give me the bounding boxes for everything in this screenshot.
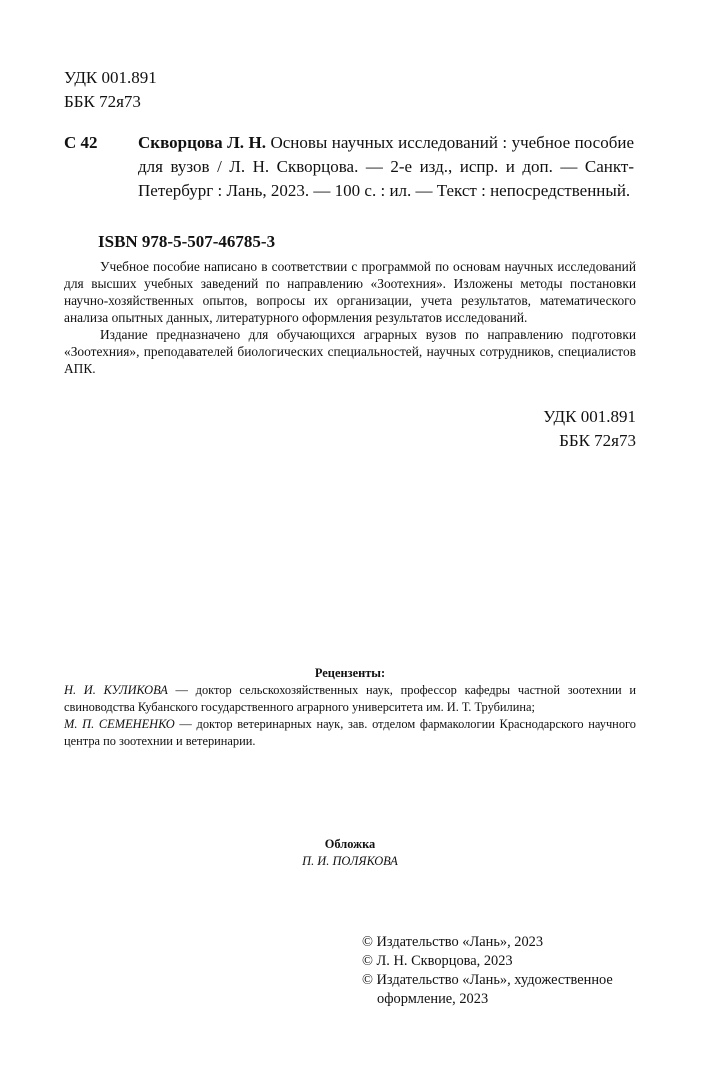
copyright-line: © Издательство «Лань», 2023 xyxy=(362,934,544,950)
bibliographic-record xyxy=(138,131,634,203)
annotation-paragraph: Издание предназначено для обучающихся аграрных вузов по направлению подготовки «Зоотехния», преподавателей биологических специальностей, научных сотрудников, специалистов АПК. xyxy=(64,327,636,376)
isbn: ISBN 978-5-507-46785-3 xyxy=(98,232,276,251)
reviewers-heading: Рецензенты: xyxy=(314,666,386,680)
copyright-line: оформление, 2023 xyxy=(377,991,489,1007)
reviewer-name: М. П. СЕМЕНЕНКО xyxy=(64,717,175,731)
bbk-top: ББК 72я73 xyxy=(64,92,141,111)
udk-top: УДК 001.891 xyxy=(64,68,157,87)
copyright-line: © Л. Н. Скворцова, 2023 xyxy=(362,953,513,969)
copyright-line: © Издательство «Лань», художественное xyxy=(362,972,613,988)
reviewer-text: — доктор сельскохозяйственных наук, профессор кафедры частной зоотехнии и свиноводства Кубанского государственного аграрного университета им. И. Т. Трубилина; xyxy=(64,683,637,714)
reviewer-text: — доктор ветеринарных наук, зав. отделом фармакологии Краснодарского научного центра по зоотехнии и ветеринарии. xyxy=(64,717,636,748)
udk-bbk-right xyxy=(543,405,636,453)
annotation xyxy=(64,258,636,377)
copyright-block xyxy=(362,933,642,1009)
author-code: С 42 xyxy=(64,133,98,152)
udk-right: УДК 001.891 xyxy=(543,407,636,426)
cover-designer: П. И. ПОЛЯКОВА xyxy=(302,854,398,868)
annotation-paragraph: Учебное пособие написано в соответствии с программой по основам научных исследований для высших учебных заведений по направлению «Зоотехния». Изложены методы постановки научно-хозяйственных опытов, вопросы их организации, учета результатов, математического анализа опытных данных, литературного оформления результатов исследований. xyxy=(64,259,636,325)
bbk-right: ББК 72я73 xyxy=(559,431,636,450)
reviewer-entry xyxy=(64,716,636,750)
udk-bbk-top xyxy=(64,66,157,114)
biblio-description: Основы научных исследований : учебное пособие для вузов / Л. Н. Скворцова. — 2-е изд., испр. и доп. — Санкт-Петербург : Лань, 2023. — 100 с. : ил. — Текст : непосредственный. xyxy=(138,133,635,200)
biblio-author: Скворцова Л. Н. xyxy=(138,133,266,152)
reviewer-name: Н. И. КУЛИКОВА xyxy=(64,683,168,697)
reviewers-section xyxy=(64,665,636,750)
reviewer-entry xyxy=(64,682,636,716)
cover-credit xyxy=(64,836,636,870)
cover-heading: Обложка xyxy=(324,837,376,851)
